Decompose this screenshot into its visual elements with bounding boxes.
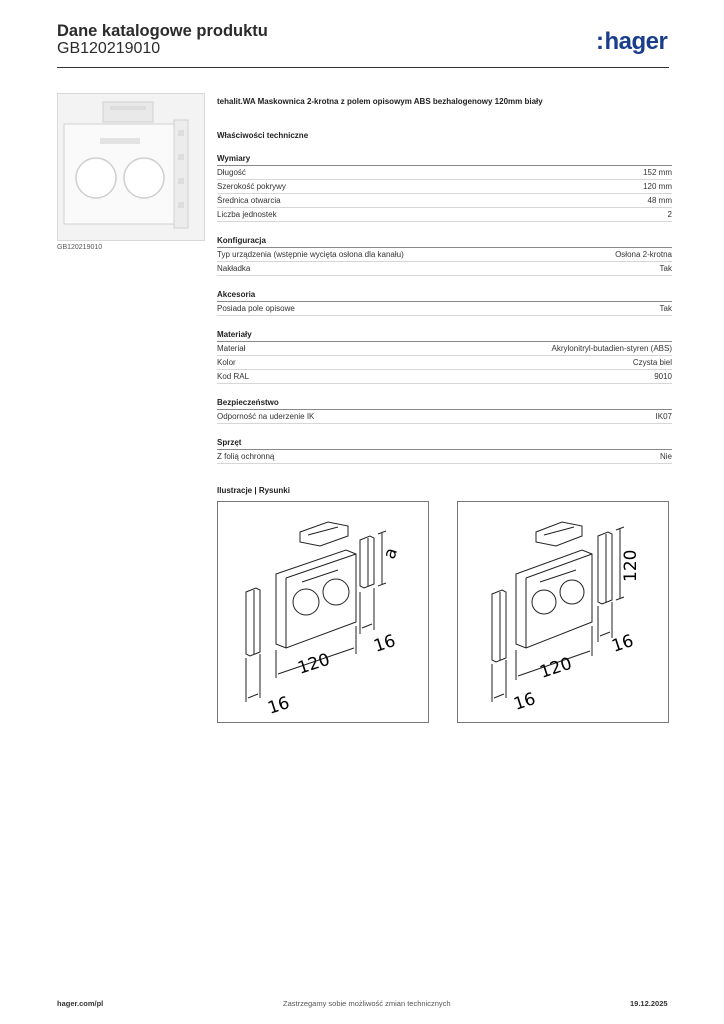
drawing1-dim-width: 120 <box>295 649 333 679</box>
drawing2-dim-depth-left: 16 <box>511 689 539 715</box>
spec-label: Długość <box>217 168 246 177</box>
properties-heading: Właściwości techniczne <box>217 131 309 140</box>
drawing1-dim-a: a <box>379 545 402 562</box>
spec-value: 152 mm <box>643 168 672 177</box>
spec-label: Z folią ochronną <box>217 452 275 461</box>
footer-date: 19.12.2025 <box>630 999 668 1008</box>
spec-group-sprzet <box>217 436 672 464</box>
spec-value: Tak <box>659 264 672 273</box>
spec-group-wymiary <box>217 152 672 222</box>
logo-text: hager <box>604 28 668 55</box>
spec-value: Nie <box>659 452 672 461</box>
spec-group-title: Konfiguracja <box>217 234 672 248</box>
spec-label: Kod RAL <box>217 372 250 381</box>
spec-row <box>217 450 672 464</box>
spec-table <box>217 152 672 476</box>
photo-caption: GB120219010 <box>57 244 103 251</box>
page-title: Dane katalogowe produktu <box>57 22 268 40</box>
technical-drawing-2 <box>457 501 669 723</box>
product-title: tehalit.WA Maskownica 2-krotna z polem opisowym ABS bezhalogenowy 120mm biały <box>217 97 543 106</box>
footer-website: hager.com/pl <box>57 999 104 1008</box>
spec-row <box>217 180 672 194</box>
spec-value: IK07 <box>655 412 672 421</box>
drawing1-dim-depth-left: 16 <box>265 693 293 719</box>
spec-row <box>217 302 672 316</box>
header-divider <box>57 67 669 68</box>
spec-group-konfiguracja <box>217 234 672 276</box>
drawing2-dim-height: 120 <box>621 549 641 582</box>
technical-drawing-1 <box>217 501 429 723</box>
spec-group-bezpieczenstwo <box>217 396 672 424</box>
spec-label: Posiada pole opisowe <box>217 304 295 313</box>
spec-row <box>217 208 672 222</box>
hager-logo: :hager <box>596 28 668 55</box>
spec-label: Nakładka <box>217 264 251 273</box>
spec-value: Tak <box>659 304 672 313</box>
illustrations-heading: Ilustracje | Rysunki <box>217 486 290 495</box>
spec-value: Osłona 2-krotna <box>615 250 672 259</box>
spec-group-title: Bezpieczeństwo <box>217 396 672 410</box>
spec-row <box>217 356 672 370</box>
spec-label: Kolor <box>217 358 236 367</box>
drawing2-dim-depth-right: 16 <box>609 631 637 657</box>
spec-group-title: Materiały <box>217 328 672 342</box>
spec-value: 2 <box>667 210 672 219</box>
spec-row <box>217 262 672 276</box>
product-code: GB120219010 <box>57 40 161 57</box>
spec-group-materialy <box>217 328 672 384</box>
spec-label: Szerokość pokrywy <box>217 182 286 191</box>
spec-label: Typ urządzenia (wstępnie wycięta osłona dla kanału) <box>217 250 404 259</box>
spec-label: Materiał <box>217 344 246 353</box>
spec-group-akcesoria <box>217 288 672 316</box>
spec-label: Odporność na uderzenie IK <box>217 412 315 421</box>
spec-row <box>217 166 672 180</box>
spec-value: 9010 <box>654 372 672 381</box>
spec-row <box>217 248 672 262</box>
spec-value: 48 mm <box>647 196 672 205</box>
footer-disclaimer: Zastrzegamy sobie możliwość zmian technicznych <box>283 999 451 1008</box>
spec-row <box>217 370 672 384</box>
spec-label: Liczba jednostek <box>217 210 277 219</box>
spec-group-title: Wymiary <box>217 152 672 166</box>
spec-group-title: Sprzęt <box>217 436 672 450</box>
drawing2-dim-width: 120 <box>537 653 575 683</box>
spec-row <box>217 342 672 356</box>
drawing1-dim-depth-right: 16 <box>371 631 399 657</box>
spec-value: Akrylonitryl-butadien-styren (ABS) <box>551 344 672 353</box>
spec-value: Czysta biel <box>632 358 672 367</box>
product-photo <box>57 93 205 241</box>
spec-label: Średnica otwarcia <box>217 196 281 205</box>
spec-row <box>217 194 672 208</box>
spec-value: 120 mm <box>643 182 672 191</box>
spec-row <box>217 410 672 424</box>
spec-group-title: Akcesoria <box>217 288 672 302</box>
